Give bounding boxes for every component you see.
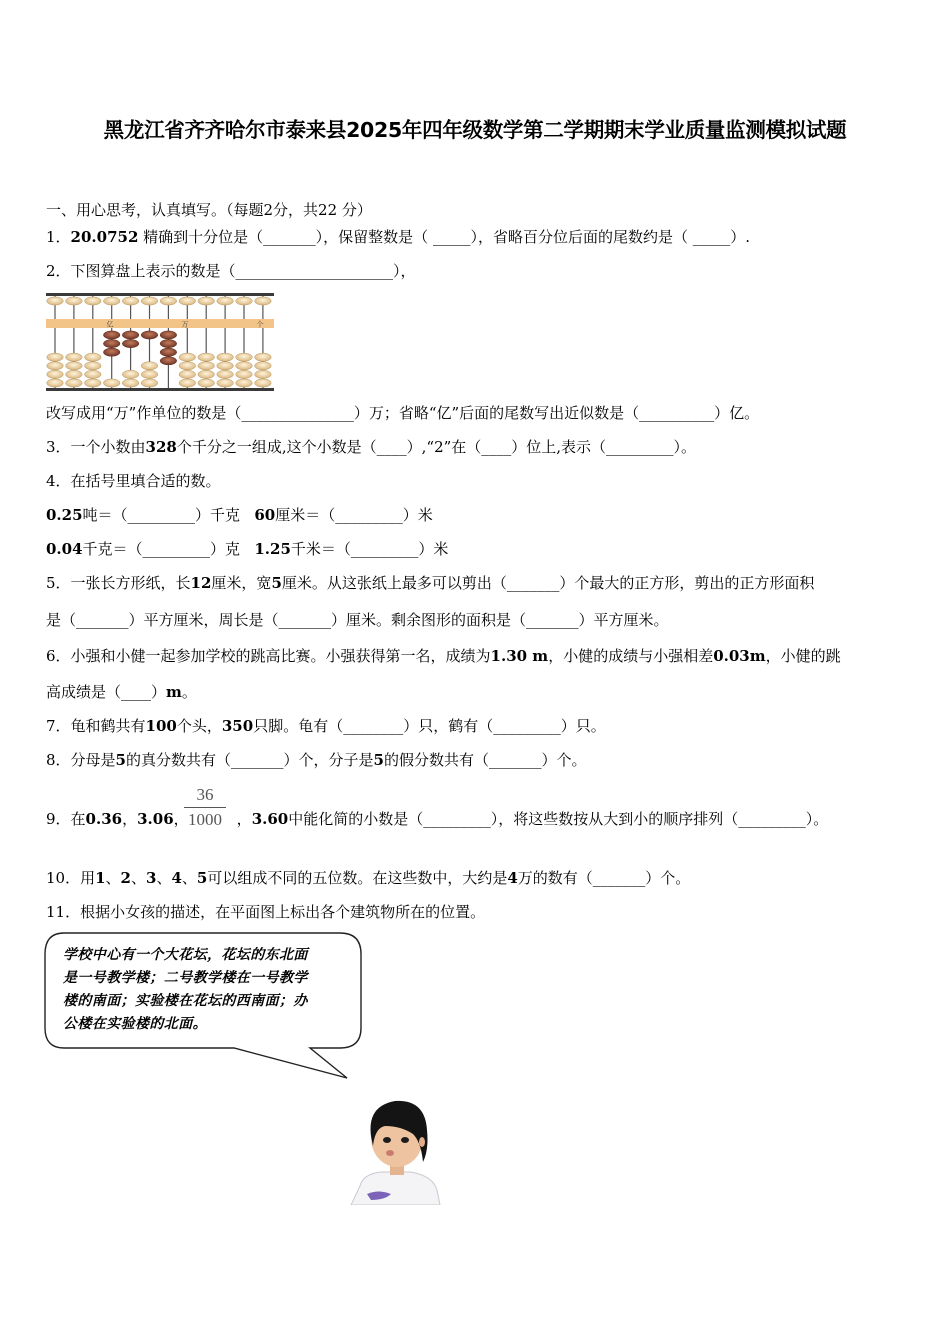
abacus-label-wan: 万 (181, 320, 189, 329)
abacus-lower-bead (141, 379, 158, 387)
abacus-upper-bead (160, 297, 177, 305)
fraction-bar (184, 807, 226, 808)
question-4-row-2: 0.04千克＝（_________）克 1.25千米＝（_________）米 (46, 540, 449, 558)
speech-bubble-text: 学校中心有一个大花坛，花坛的东北面 是一号教学楼；二号教学楼在一号教学 楼的南面；实验楼在花坛的西南面；办 公楼在实验楼的北面。 (63, 947, 308, 1032)
question-6-line-2: 高成绩是（____）m。 (46, 683, 197, 701)
abacus-lower-bead-counted (122, 331, 139, 339)
abacus-upper-bead (198, 297, 215, 305)
abacus-lower-bead-counted (122, 340, 139, 348)
question-10: 10．用1、2、3、4、5可以组成不同的五位数。在这些数中，大约是4万的数有（_______）个。 (46, 869, 691, 887)
question-6: 6．小强和小健一起参加学校的跳高比赛。小强获得第一名，成绩为1.30 m，小健的成绩与小强相差0.03m，小健的跳 (46, 647, 841, 665)
abacus-lower-bead (66, 370, 83, 378)
abacus-upper-bead (47, 297, 64, 305)
abacus-lower-bead (141, 362, 158, 370)
abacus-lower-bead-counted (160, 340, 177, 348)
abacus-lower-bead-counted (103, 348, 120, 356)
abacus-upper-bead (179, 297, 196, 305)
abacus-lower-bead (122, 370, 139, 378)
abacus-lower-bead (85, 370, 102, 378)
question-9: 9．在0.36，3.06， ，3.60中能化简的小数是（_________），将这些数按从大到小的顺序排列（_________）。 (46, 810, 829, 828)
abacus-upper-bead (217, 297, 234, 305)
abacus-lower-bead-counted (160, 348, 177, 356)
fraction-numerator: 36 (196, 785, 214, 804)
abacus-lower-bead (47, 353, 64, 361)
abacus-lower-bead (217, 370, 234, 378)
fraction-denominator: 1000 (188, 810, 222, 829)
abacus-lower-bead (47, 370, 64, 378)
question-3: 3．一个小数由328个千分之一组成,这个小数是（____）,“2”在（____）位上,表示（_________）。 (46, 438, 697, 456)
abacus-upper-bead (85, 297, 102, 305)
abacus-lower-bead-counted (160, 357, 177, 365)
abacus-lower-bead (103, 379, 120, 387)
question-2: 2．下图算盘上表示的数是（_____________________）， (46, 262, 416, 280)
abacus-lower-bead (141, 370, 158, 378)
abacus-lower-bead (66, 362, 83, 370)
abacus-lower-bead (236, 353, 253, 361)
abacus-lower-bead (179, 353, 196, 361)
abacus-upper-bead (236, 297, 253, 305)
section-heading: 一、用心思考，认真填写。（每题2分，共22 分） (46, 201, 372, 219)
question-8: 8．分母是5的真分数共有（_______）个，分子是5的假分数共有（_______）个。 (46, 751, 587, 769)
abacus-lower-bead (47, 379, 64, 387)
abacus-lower-bead (66, 379, 83, 387)
abacus-upper-bead (255, 297, 272, 305)
question-2-followup: 改写成用“万”作单位的数是（_______________）万；省略“亿”后面的尾数写出近似数是（__________）亿。 (46, 404, 760, 422)
abacus-lower-bead (47, 362, 64, 370)
abacus-label-yi: 亿 (106, 320, 114, 329)
abacus-lower-bead (236, 379, 253, 387)
question-11: 11．根据小女孩的描述，在平面图上标出各个建筑物所在的位置。 (46, 903, 486, 921)
abacus-lower-bead (179, 379, 196, 387)
abacus-lower-bead (85, 379, 102, 387)
abacus-lower-bead (255, 353, 272, 361)
abacus-image (46, 293, 276, 393)
fraction (184, 785, 226, 830)
abacus-lower-bead (179, 370, 196, 378)
abacus-upper-bead (122, 297, 139, 305)
abacus-label-ge: 个 (256, 320, 264, 329)
abacus-lower-bead (66, 353, 83, 361)
abacus-lower-bead (198, 353, 215, 361)
question-5: 5．一张长方形纸，长12厘米，宽5厘米。从这张纸上最多可以剪出（_______）个最大的正方形，剪出的正方形面积 (46, 574, 815, 592)
abacus-lower-bead (255, 362, 272, 370)
abacus-lower-bead-counted (141, 331, 158, 339)
abacus-lower-bead (217, 362, 234, 370)
abacus-lower-bead (179, 362, 196, 370)
question-1: 1．20.0752 精确到十分位是（_______），保留整数是（ _____），省略百分位后面的尾数约是（ _____）. (46, 228, 750, 246)
question-4: 4．在括号里填合适的数。 (46, 472, 221, 490)
question-5-line-2: 是（_______）平方厘米，周长是（_______）厘米。剩余图形的面积是（_______）平方厘米。 (46, 611, 669, 629)
abacus-lower-bead-counted (103, 331, 120, 339)
abacus-lower-bead (255, 379, 272, 387)
question-4-row-1: 0.25吨＝（_________）千克 60厘米＝（_________）米 (46, 506, 433, 524)
abacus-lower-bead (198, 370, 215, 378)
page-title: 黑龙江省齐齐哈尔市泰来县2025年四年级数学第二学期期末学业质量监测模拟试题 (103, 118, 847, 142)
abacus-lower-bead (122, 379, 139, 387)
abacus-lower-bead (217, 379, 234, 387)
abacus-lower-bead (217, 353, 234, 361)
abacus-lower-bead-counted (103, 340, 120, 348)
question-7: 7．龟和鹤共有100个头，350只脚。龟有（________）只，鹤有（_________）只。 (46, 717, 606, 735)
abacus-lower-bead (198, 362, 215, 370)
abacus-lower-bead (85, 362, 102, 370)
abacus-upper-bead (66, 297, 83, 305)
abacus-upper-bead (141, 297, 158, 305)
abacus-lower-bead (236, 370, 253, 378)
abacus-lower-bead (198, 379, 215, 387)
abacus-lower-bead (255, 370, 272, 378)
abacus-lower-bead-counted (160, 331, 177, 339)
abacus-lower-bead (236, 362, 253, 370)
abacus-upper-bead (103, 297, 120, 305)
girl-illustration (345, 1090, 445, 1205)
abacus-lower-bead (85, 353, 102, 361)
